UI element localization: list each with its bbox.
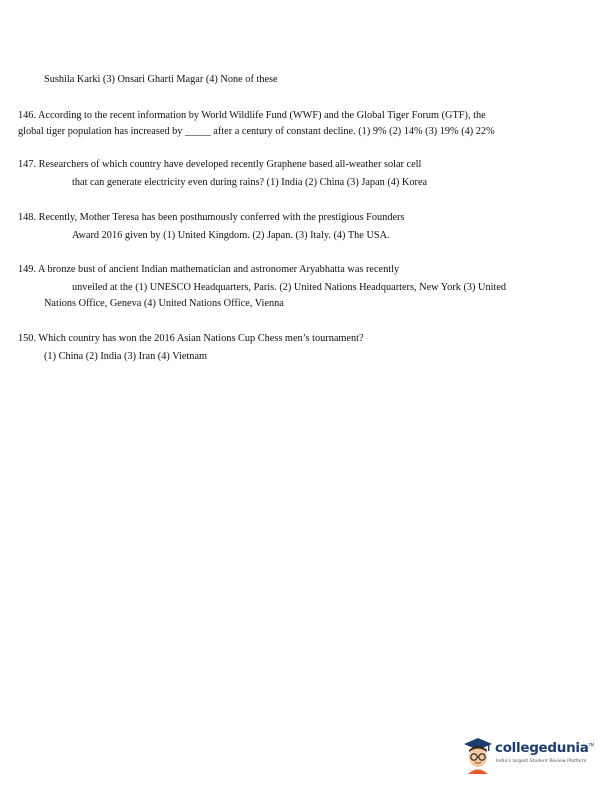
q149-line-1: 149. A bronze bust of ancient Indian mathematician and astronomer Aryabhatta was recently	[18, 264, 400, 275]
mascot-icon	[462, 736, 494, 774]
q149-line-2: unveiled at the (1) UNESCO Headquarters, Paris. (2) United Nations Headquarters, New York (3) United	[72, 282, 507, 293]
q150-line-2: (1) China (2) India (3) Iran (4) Vietnam	[44, 351, 208, 362]
logo-tagline: India's largest Student Review Platform	[496, 759, 587, 764]
q150-line-1: 150. Which country has won the 2016 Asian Nations Cup Chess men’s tournament?	[18, 333, 364, 344]
q147-line-2: that can generate electricity even during rains? (1) India (2) China (3) Japan (4) Korea	[72, 177, 428, 188]
logo-wordmark: collegedunia™	[495, 740, 594, 756]
q145-options-continued: Sushila Karki (3) Onsari Gharti Magar (4) None of these	[44, 74, 278, 85]
q146-line-2: global tiger population has increased by _____ after a century of constant decline. (1) 9% (2) 14% (3) 19% (4) 22%	[18, 126, 495, 137]
q146-line-1: 146. According to the recent information by World Wildlife Fund (WWF) and the Global Tiger Forum (GTF), the	[18, 110, 486, 121]
q149-line-3: Nations Office, Geneva (4) United Nations Office, Vienna	[44, 298, 284, 309]
q148-line-2: Award 2016 given by (1) United Kingdom. (2) Japan. (3) Italy. (4) The USA.	[72, 230, 390, 241]
collegedunia-logo	[462, 736, 592, 776]
q148-line-1: 148. Recently, Mother Teresa has been posthumously conferred with the prestigious Founders	[18, 212, 405, 223]
q147-line-1: 147. Researchers of which country have developed recently Graphene based all-weather solar cell	[18, 159, 422, 170]
